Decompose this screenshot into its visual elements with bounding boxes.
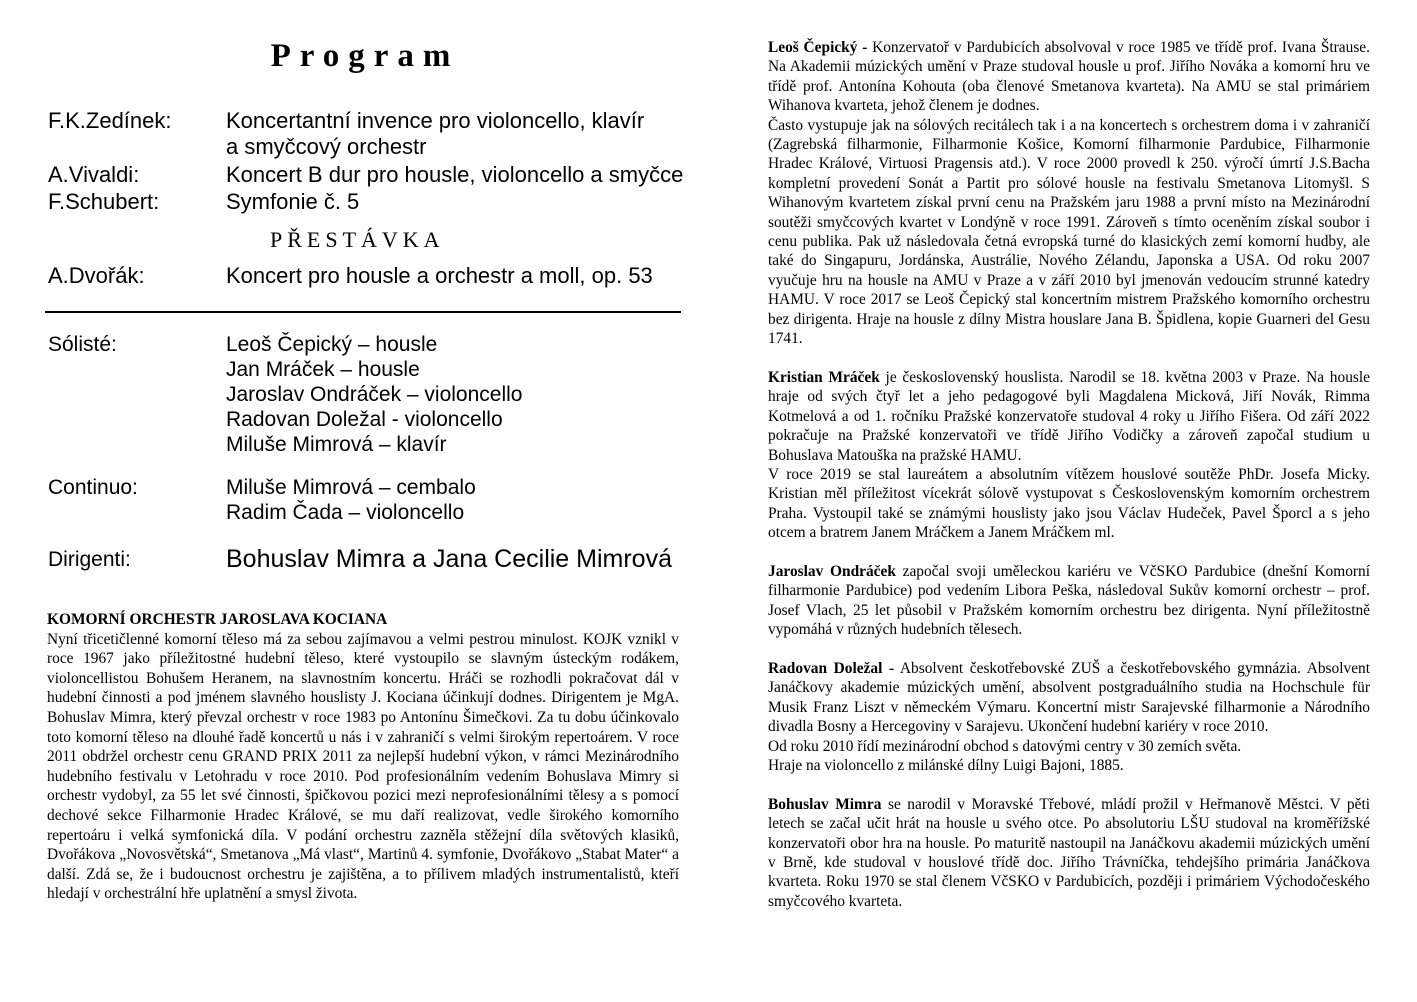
- bio-mimra: [768, 795, 1370, 911]
- soloists-list: [226, 332, 706, 457]
- soloists-label: Sólisté:: [48, 333, 117, 356]
- bio-text: započal svoji uměleckou kariéru ve VčSKO Pardubice (dnešní Komorní filharmonie Pardubice) pod vedením Libora Peška, následoval Sukův komorní orchestr – prof. Josef Vlach, 25 let působil v Pražském komorním orchestru bez dirigenta. Nyní příležitostně vypomáhá v různých hudebních tělesech.: [768, 562, 1370, 639]
- orchestra-heading: KOMORNÍ ORCHESTR JAROSLAVA KOCIANA: [47, 611, 388, 628]
- continuo-label: Continuo:: [48, 476, 138, 499]
- composer: F.K.Zedínek:: [48, 108, 172, 133]
- bio-name: Bohuslav Mimra: [768, 795, 882, 813]
- bio-text: se narodil v Moravské Třebové, mládí prožil v Heřmanově Městci. V pěti letech se začal učit hrát na housle u svého otce. Po absolutoriu LŠU studoval na kroměřížské konzervatoři obor hra na housle. Po maturitě nastoupil na Janáčkovu akademii múzických umění v Brně, kde studoval v houslové třídě doc. Jiřího Trávníčka, tehdejšího primária Janáčkova kvarteta. Roku 1970 se stal členem VčSKO v Pardubicích, později i primáriem Východočeského smyčcového kvarteta.: [768, 795, 1371, 910]
- continuo-list: [226, 475, 706, 525]
- composer: A.Dvořák:: [48, 263, 145, 288]
- right-page: [700, 0, 1417, 1002]
- bio-cepicky: [768, 38, 1370, 349]
- soloist: Leoš Čepický – housle: [226, 333, 438, 356]
- bio-name: Kristian Mráček: [768, 368, 880, 386]
- orchestra-text: Nyní třicetičlenné komorní těleso má za sebou zajímavou a velmi pestrou minulost. KOJK vznikl v roce 1967 jako příležitostné hudební těleso, které vystoupilo se slavným ústeckým rodákem, violoncellistou Bohušem Heranem, na slavnostním koncertu. Hráči se rozhodli pokračovat dál v hudební činnosti a pod jménem slavného houslisty J. Kociana účinkují dodnes. Dirigentem je MgA. Bohuslav Mimra, který převzal orchestr v roce 1983 po Antonínu Šimečkovi. Za tu dobu účinkovalo toto komorní těleso na dlouhé řadě koncertů u nás i v zahraničí s velmi širokým repertoárem. V roce 2011 obdržel orchestr cenu GRAND PRIX 2011 za nejlepší hudební výkon, v rámci Mezinárodního hudebního festivalu v Letohradu v roce 2010. Pod profesionálním vedením Bohuslava Mimry si orchestr vydobyl, za 55 let své činnosti, špičkovou pozici mezi neprofesionálními tělesy a s pomocí dechové sekce Filharmonie Hradec Králové, se mu daří realizovat, vedle širokého komorního repertoáru i velká symfonická díla. V podání orchestru zazněla stěžejní díla světových klasiků, Dvořákova „Novosvětská“, Smetanova „Má vlast“, Martinů 4. symfonie, Dvořákovo „Stabat Mater“ a další. Zdá se, že i budoucnost orchestru je zajištěna, a to přílivem mladých instrumentalistů, kteří hledají v orchestrální hře uplatnění a smysl života.: [47, 630, 679, 903]
- bio-text: je československý houslista. Narodil se 18. května 2003 v Praze. Na housle hraje od svých čtyř let a jeho pedagogové byli Magdalena Micková, Jiří Novák, Rimma Kotmelová a od 1. ročníku Pražské konzervatoře studoval 4 roky u Jiřího Fišera. Od září 2022 pokračuje na Pražské konzervatoři ve třídě Jiřího Vodičky a zároveň započal studium u Bohuslava Matouška na pražské HAMU.: [768, 368, 1370, 464]
- intermission: PŘESTÁVKA: [270, 227, 445, 252]
- continuo-player: Radim Čada – violoncello: [226, 501, 465, 524]
- bio-mracek: [768, 368, 1370, 543]
- bio-text: Hraje na violoncello z milánské dílny Luigi Bajoni, 1885.: [768, 756, 1124, 774]
- soloist: Miluše Mimrová – klavír: [226, 433, 447, 456]
- biographies: [768, 38, 1370, 931]
- soloist: Jan Mráček – housle: [226, 358, 420, 381]
- orchestra-section: [47, 610, 679, 904]
- bio-text: Konzervatoř v Pardubicích absolvoval v roce 1985 ve třídě prof. Ivana Štrause. Na Akademii múzických umění v Praze studoval housle u prof. Jiřího Nováka a komorní hru ve třídě prof. Antonína Kohouta (oba členové Smetanova kvarteta). Na AMU se stal primáriem Wihanova kvarteta, jehož členem je dodnes.: [768, 39, 1370, 115]
- bio-text: Absolvent českotřebovské ZUŠ a českotřebovského gymnázia. Absolvent Janáčkovy akademie múzických umění, absolvent postgraduálního studia na Hochschule für Musik Franz Liszt v německém Výmaru. Koncertní mistr Sarajevské filharmonie a Národního divadla Bosny a Hercegoviny v Sarajevu. Ukončení hudební kariéry v roce 2010.: [768, 659, 1371, 736]
- left-page: [0, 0, 700, 1002]
- work-title: Koncert pro housle a orchestr a moll, op. 53: [226, 263, 653, 288]
- bio-name: Jaroslav Ondráček: [768, 562, 896, 580]
- conductors-label: Dirigenti:: [48, 548, 131, 571]
- composer: F.Schubert:: [48, 189, 160, 214]
- work-line: a smyčcový orchestr: [226, 134, 427, 159]
- bio-dolezal: [768, 659, 1370, 775]
- work-line: Koncertantní invence pro violoncello, klavír: [226, 108, 645, 133]
- work-title: Koncert B dur pro housle, violoncello a smyčce: [226, 162, 684, 187]
- bio-name: Leoš Čepický -: [768, 39, 868, 56]
- program-title: Program: [270, 38, 460, 74]
- soloist: Jaroslav Ondráček – violoncello: [226, 383, 523, 406]
- soloist: Radovan Doležal - violoncello: [226, 408, 503, 431]
- conductors-names: Bohuslav Mimra a Jana Cecilie Mimrová: [226, 545, 672, 573]
- bio-name: Radovan Doležal -: [768, 659, 895, 677]
- continuo-player: Miluše Mimrová – cembalo: [226, 476, 476, 499]
- composer: A.Vivaldi:: [48, 162, 140, 187]
- bio-text: V roce 2019 se stal laureátem a absolutním vítězem houslové soutěže PhDr. Josefa Micky. Kristian měl příležitost vícekrát sólově vystupovat s Československým komorním orchestrem Praha. Vystoupil také se známými houslisty jako jsou Václav Hudeček, Pavel Šporcl a s jeho otcem a bratrem Janem Mráčkem a Janem Mráčkem ml.: [768, 465, 1370, 542]
- divider: [45, 311, 681, 313]
- work-title: Symfonie č. 5: [226, 189, 360, 214]
- bio-text: Od roku 2010 řídí mezinárodní obchod s datovými centry v 30 zemích světa.: [768, 737, 1242, 755]
- bio-ondracek: [768, 562, 1370, 640]
- work-title: [226, 108, 706, 160]
- bio-text: Často vystupuje jak na sólových recitálech tak i a na koncertech s orchestrem doma i v zahraničí (Zagrebská filharmonie, Filharmonie Košice, Komorní filharmonie Pardubice, Filharmonie Hradec Králové, Virtuosi Pragensis atd.). V roce 2000 provedl k 250. výročí úmrtí J.S.Bacha kompletní provedení Sonát a Partit pro sólové housle na festivalu Smetanova Litomyšl. S Wihanovým kvartetem získal první cenu na Pražském jaru 1988 a první místo na Mezinárodní soutěži smyčcových kvartet v Londýně v roce 1991. Zároveň s tímto oceněním získal soubor i cenu publika. Pak už následovala četná evropská turné do klasických zemí komorní hudby, ale také do Singapuru, Jordánska, Austrálie, Nového Zélandu, Japonska a USA. Od roku 2007 vyučuje hru na housle na AMU v Praze a v září 2010 byl jmenován vedoucím strunné katedry HAMU. V roce 2017 se Leoš Čepický stal koncertním mistrem Pražského komorního orchestru bez dirigenta. Hraje na housle z dílny Mistra houslare Jana B. Špidlena, kopie Guarneri del Gesu 1741.: [768, 116, 1370, 348]
